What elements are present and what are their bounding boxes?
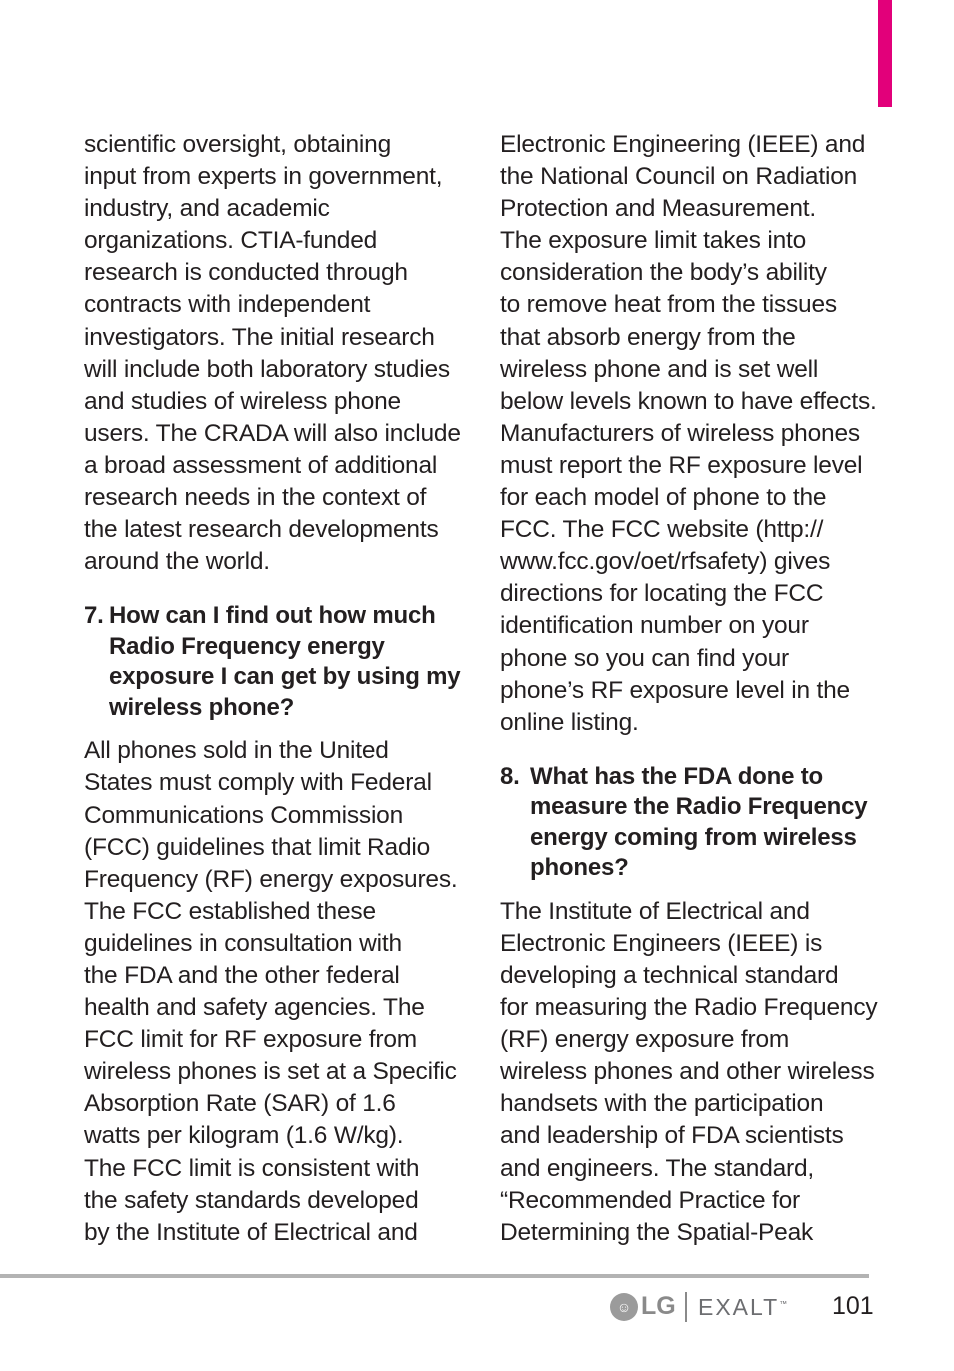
text-line: Electronic Engineers (IEEE) is [500,929,823,957]
text-line: users. The CRADA will also include [84,419,461,447]
text-line: (RF) energy exposure from [500,1026,790,1054]
text-line: below levels known to have effects. [500,387,877,415]
text-line: The exposure limit takes into [500,227,807,255]
question-number: 8. [500,762,520,790]
text-line: for measuring the Radio Frequency [500,994,878,1022]
text-line: phone’s RF exposure level in the [500,676,850,704]
text-line: The FCC limit is consistent with [84,1154,420,1182]
text-line: FCC. The FCC website (http:// [500,516,824,544]
trademark-mark: ™ [779,1299,788,1309]
question-line: energy coming from wireless [530,823,857,851]
text-line: industry, and academic [84,195,330,223]
text-line: and leadership of FDA scientists [500,1122,844,1150]
question-number: 7. [84,602,104,630]
text-line: handsets with the participation [500,1090,824,1118]
footer-rule [0,1274,869,1278]
text-line: Absorption Rate (SAR) of 1.6 [84,1090,396,1118]
text-line: Determining the Spatial-Peak [500,1218,814,1246]
left-paragraph-2 [84,735,464,1249]
text-line: must report the RF exposure level [500,451,863,479]
text-line: Manufacturers of wireless phones [500,419,860,447]
text-line: Frequency (RF) energy exposures. [84,865,458,893]
text-line: Protection and Measurement. [500,195,816,223]
text-line: the FDA and the other federal [84,961,400,989]
text-line: identification number on your [500,612,809,640]
footer-divider [685,1292,687,1322]
text-line: and engineers. The standard, [500,1154,815,1182]
text-line: wireless phone and is set well [500,355,819,383]
text-line: a broad assessment of additional [84,451,438,479]
text-line: Electronic Engineering (IEEE) and [500,131,866,158]
text-line: the safety standards developed [84,1186,419,1214]
text-line: consideration the body’s ability [500,259,827,287]
text-line: health and safety agencies. The [84,994,425,1022]
text-line: the National Council on Radiation [500,163,858,191]
question-line: How can I find out how much [109,602,436,630]
page-footer [0,1288,874,1328]
model-text: EXALT [698,1294,780,1320]
question-line: phones? [530,854,629,882]
text-line: will include both laboratory studies [84,355,450,383]
text-line: developing a technical standard [500,961,839,989]
page-number: 101 [832,1292,874,1320]
question-7-heading [84,601,464,723]
text-line: and studies of wireless phone [84,387,401,415]
text-line: by the Institute of Electrical and [84,1218,418,1246]
lg-logo-icon: ☺ [610,1293,638,1321]
question-line: exposure I can get by using my [109,663,461,691]
text-line: the latest research developments [84,516,439,544]
text-line: research is conducted through [84,259,408,287]
text-line: input from experts in government, [84,163,443,191]
text-line: research needs in the context of [84,484,427,512]
right-paragraph-2 [500,896,880,1249]
question-line: measure the Radio Frequency [530,793,868,821]
section-tab-marker [878,0,892,107]
text-line: around the world. [84,548,270,576]
text-line: for each model of phone to the [500,484,827,512]
text-line: All phones sold in the United [84,737,389,765]
right-paragraph-1 [500,129,880,739]
text-line: directions for locating the FCC [500,580,824,608]
text-line: guidelines in consultation with [84,929,402,957]
text-line: scientific oversight, obtaining [84,131,392,158]
text-line: watts per kilogram (1.6 W/kg). [84,1122,404,1150]
brand-name: LG [641,1292,676,1320]
left-column [84,129,464,1249]
question-line: Radio Frequency energy [109,632,385,660]
text-line: wireless phones is set at a Specific [84,1058,457,1086]
text-line: investigators. The initial research [84,323,435,351]
text-line: contracts with independent [84,291,371,319]
text-line: to remove heat from the tissues [500,291,837,319]
left-paragraph-1 [84,129,464,578]
text-line: The Institute of Electrical and [500,897,810,925]
text-line: States must comply with Federal [84,769,432,797]
question-line: What has the FDA done to [530,762,823,790]
text-line: (FCC) guidelines that limit Radio [84,833,431,861]
text-line: “Recommended Practice for [500,1186,801,1214]
text-line: organizations. CTIA-funded [84,227,378,255]
question-8-heading [500,762,880,884]
question-line: wireless phone? [109,693,295,721]
model-name [698,1294,787,1321]
text-line: wireless phones and other wireless [500,1058,875,1086]
text-line: FCC limit for RF exposure from [84,1026,417,1054]
text-line: The FCC established these [84,897,376,925]
text-line: phone so you can find your [500,644,790,672]
text-line: Communications Commission [84,801,404,829]
right-column [500,129,880,1249]
text-line: www.fcc.gov/oet/rfsafety) gives [500,548,831,576]
text-line: online listing. [500,708,639,736]
text-line: that absorb energy from the [500,323,796,351]
